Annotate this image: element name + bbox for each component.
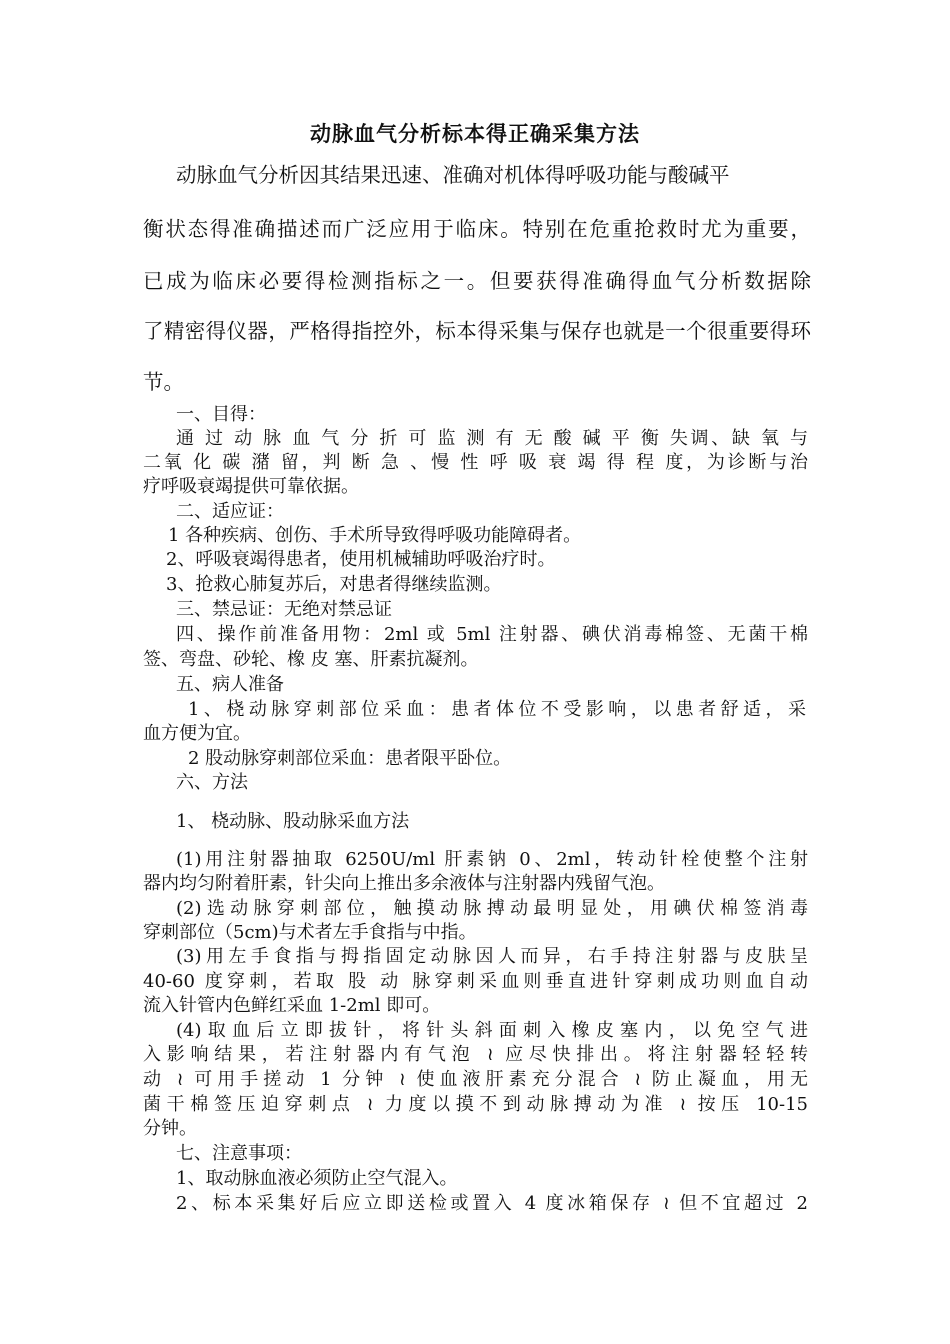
page-title: 动脉血气分析标本得正确采集方法 bbox=[310, 122, 640, 146]
text-line: 签、弯盘、砂轮、橡 皮 塞、肝素抗凝剂。 bbox=[143, 649, 479, 670]
text-line: 1 各种疾病、创伤、手术所导致得呼吸功能障碍者。 bbox=[168, 525, 582, 546]
text-line: (2)选动脉穿刺部位，触摸动脉搏动最明显处，用碘伏棉签消毒 bbox=[176, 898, 808, 919]
section-heading: 五、病人准备 bbox=[176, 674, 284, 695]
text-line: 四、操作前准备用物：2ml 或 5ml 注射器、碘伏消毒棉签、无菌干棉 bbox=[176, 624, 808, 645]
text-line: 动 ≀ 可用手搓动 1 分钟 ≀ 使血液肝素充分混合 ≀ 防止凝血，用无 bbox=[143, 1069, 808, 1090]
text-line: 菌干棉签压迫穿刺点 ≀ 力度以摸不到动脉搏动为准 ≀ 按压 10-15 bbox=[143, 1094, 808, 1115]
text-line: 2 股动脉穿刺部位采血：患者限平卧位。 bbox=[188, 748, 512, 769]
intro-line: 节。 bbox=[143, 370, 184, 394]
text-line: 3、抢救心肺复苏后，对患者得继续监测。 bbox=[166, 574, 502, 595]
text-line: 40-60 度穿刺，若取 股 动 脉穿刺采血则垂直进针穿刺成功则血自动 bbox=[143, 971, 808, 992]
intro-line: 已成为临床必要得检测指标之一。但要获得准确得血气分析数据除 bbox=[143, 269, 811, 293]
text-line: 2、呼吸衰竭得患者，使用机械辅助呼吸治疗时。 bbox=[166, 549, 556, 570]
section-heading: 六、方法 bbox=[176, 772, 248, 793]
section-heading: 二、适应证： bbox=[176, 501, 284, 522]
text-line: 1、桡动脉穿刺部位采血：患者体位不受影响，以患者舒适，采 bbox=[188, 699, 806, 720]
text-line: 流入针管内色鲜红采血 1-2ml 即可。 bbox=[143, 995, 441, 1016]
text-line: 穿刺部位（5cm)与术者左手食指与中指。 bbox=[143, 922, 477, 943]
text-line: 器内均匀附着肝素，针尖向上推出多余液体与注射器内残留气泡。 bbox=[143, 873, 665, 894]
text-line: (1)用注射器抽取 6250U/ml 肝素钠 0、2ml，转动针栓使整个注射 bbox=[176, 849, 808, 870]
text-line: 二氧 化 碳 潴 留，判 断 急 、慢 性 呼 吸 衰 竭 得 程 度，为诊断与治 bbox=[143, 452, 808, 473]
text-line: 分钟。 bbox=[143, 1118, 197, 1139]
text-line: 血方便为宜。 bbox=[143, 723, 251, 744]
intro-line: 了精密得仪器，严格得指控外，标本得采集与保存也就是一个很重要得环 bbox=[143, 319, 811, 343]
subsection-heading: 1、 桡动脉、股动脉采血方法 bbox=[176, 811, 410, 832]
intro-line: 动脉血气分析因其结果迅速、准确对机体得呼吸功能与酸碱平 bbox=[176, 163, 730, 187]
intro-line: 衡状态得准确描述而广泛应用于临床。特别在危重抢救时尤为重要， bbox=[143, 217, 811, 241]
text-line: (4)取血后立即拔针，将针头斜面刺入橡皮塞内，以免空气进 bbox=[176, 1020, 808, 1041]
section-heading: 七、注意事项： bbox=[176, 1143, 302, 1164]
section-heading: 一、目得： bbox=[176, 404, 266, 425]
text-line: 疗呼吸衰竭提供可靠依据。 bbox=[143, 476, 359, 497]
text-line: (3)用左手食指与拇指固定动脉因人而异，右手持注射器与皮肤呈 bbox=[176, 946, 808, 967]
text-line: 通 过 动 脉 血 气 分 折 可 监 测 有 无 酸 碱 平 衡 失调、缺 氧 与 bbox=[176, 428, 808, 449]
text-line: 2、标本采集好后应立即送检或置入 4 度冰箱保存 ≀ 但不宜超过 2 bbox=[176, 1193, 808, 1214]
text-line: 1、取动脉血液必须防止空气混入。 bbox=[176, 1168, 458, 1189]
text-line: 入影响结果，若注射器内有气泡 ≀ 应尽快排出。将注射器轻轻转 bbox=[143, 1044, 808, 1065]
section-heading: 三、禁忌证：无绝对禁忌证 bbox=[176, 599, 392, 620]
